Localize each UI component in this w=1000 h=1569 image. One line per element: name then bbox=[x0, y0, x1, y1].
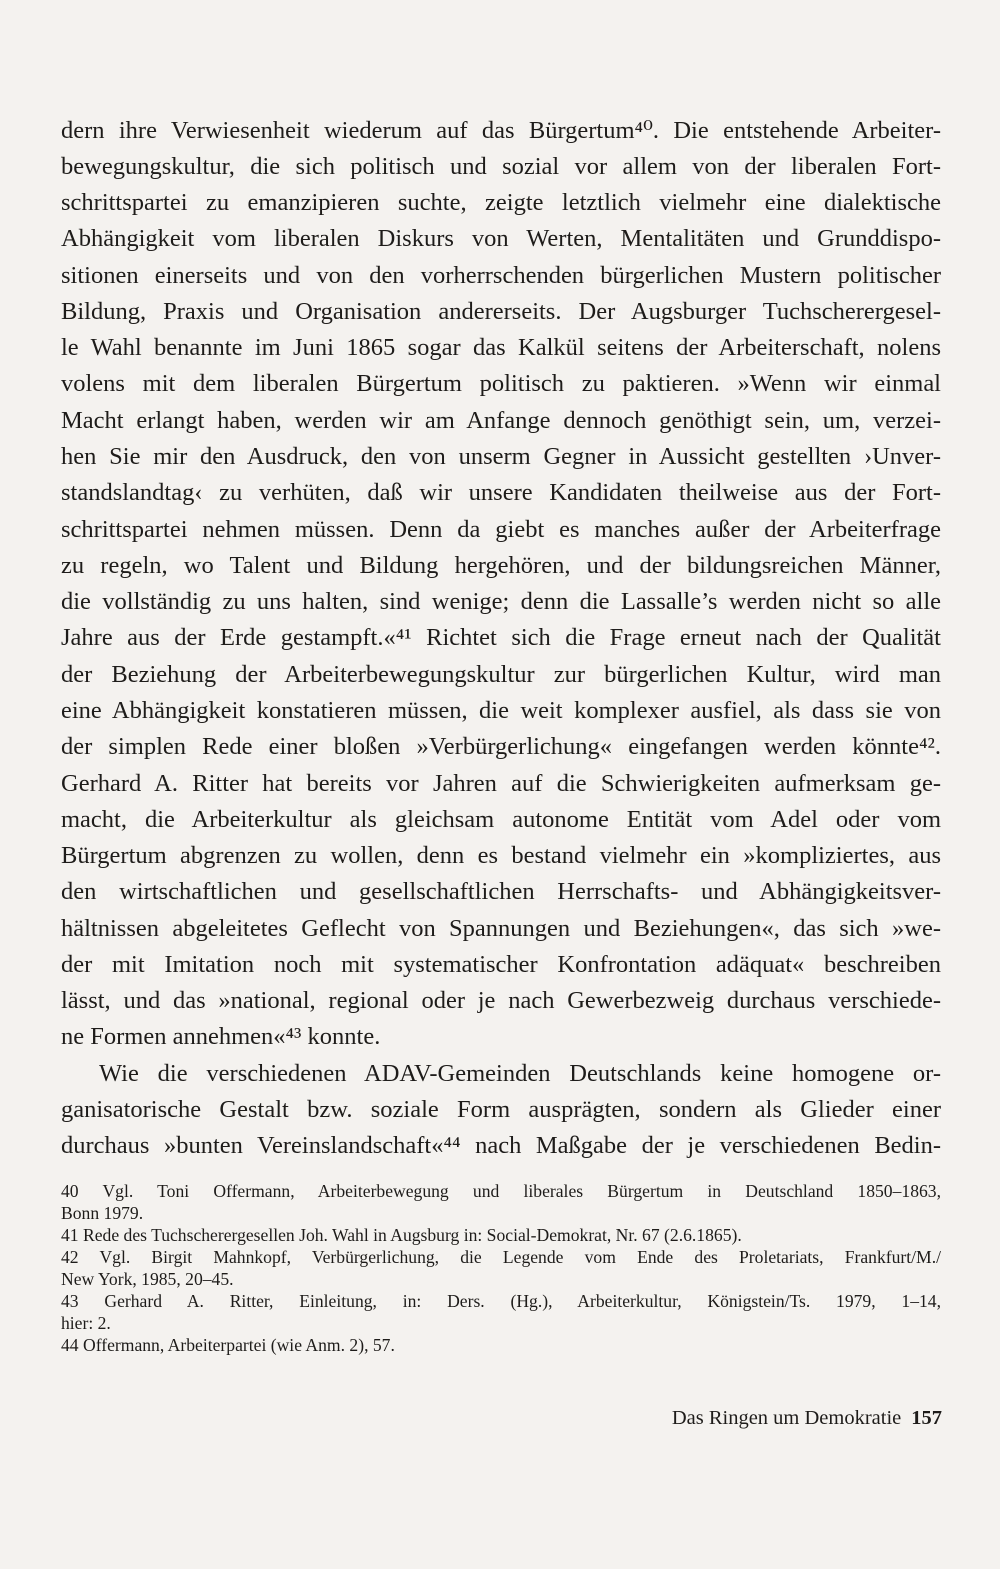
body-line: le Wahl benannte im Juni 1865 sogar das Kalkül seitens der Arbeiterschaft, nolens bbox=[61, 334, 941, 361]
body-line: eine Abhängigkeit konstatieren müssen, die weit komplexer ausfiel, als dass sie von bbox=[61, 697, 941, 724]
body-line: der simplen Rede einer bloßen »Verbürgerlichung« eingefangen werden könnte⁴². bbox=[61, 733, 941, 760]
body-line: durchaus »bunten Vereinslandschaft«⁴⁴ nach Maßgabe der je verschiedenen Bedin- bbox=[61, 1132, 941, 1159]
body-line: hen Sie mir den Ausdruck, den von unserm Gegner in Aussicht gestellten ›Unver- bbox=[61, 443, 941, 470]
body-line: Bildung, Praxis und Organisation andererseits. Der Augsburger Tuchscherergesel- bbox=[61, 298, 941, 325]
running-title: Das Ringen um Demokratie bbox=[671, 1407, 902, 1429]
body-line: den wirtschaftlichen und gesellschaftlichen Herrschafts- und Abhängigkeitsver- bbox=[61, 878, 941, 905]
footnote-41: 41 Rede des Tuchscherergesellen Joh. Wahl in Augsburg in: Social-Demokrat, Nr. 67 (2.6.1865). bbox=[61, 1225, 742, 1245]
paragraph-first-line: Wie die verschiedenen ADAV-Gemeinden Deutschlands keine homogene or- bbox=[99, 1060, 941, 1087]
footnote-40-cont: Bonn 1979. bbox=[61, 1203, 144, 1223]
body-line: hältnissen abgeleitetes Geflecht von Spannungen und Beziehungen«, das sich »we- bbox=[61, 915, 941, 942]
body-line: ne Formen annehmen«⁴³ konnte. bbox=[61, 1023, 381, 1050]
body-line: zu regeln, wo Talent und Bildung hergehören, und der bildungsreichen Männer, bbox=[61, 552, 941, 579]
body-line: lässt, und das »national, regional oder je nach Gewerbezweig durchaus verschiede- bbox=[61, 987, 941, 1014]
body-line: ganisatorische Gestalt bzw. soziale Form ausprägten, sondern als Glieder einer bbox=[61, 1096, 941, 1123]
footnote-42: 42 Vgl. Birgit Mahnkopf, Verbürgerlichung, die Legende vom Ende des Proletariats, Frankfurt/M./ bbox=[61, 1247, 941, 1267]
body-line: dern ihre Verwiesenheit wiederum auf das Bürgertum⁴⁰. Die entstehende Arbeiter- bbox=[61, 117, 941, 144]
body-line: Abhängigkeit vom liberalen Diskurs von Werten, Mentalitäten und Grunddispo- bbox=[61, 225, 941, 252]
body-line: Gerhard A. Ritter hat bereits vor Jahren auf die Schwierigkeiten aufmerksam ge- bbox=[61, 770, 941, 797]
body-line: schrittspartei nehmen müssen. Denn da giebt es manches außer der Arbeiterfrage bbox=[61, 516, 941, 543]
footnote-43: 43 Gerhard A. Ritter, Einleitung, in: Ders. (Hg.), Arbeiterkultur, Königstein/Ts. 1979, 1–14, bbox=[61, 1291, 941, 1311]
body-line: standslandtag‹ zu verhüten, daß wir unsere Kandidaten theilweise aus der Fort- bbox=[61, 479, 941, 506]
page-number: 157 bbox=[911, 1407, 942, 1429]
body-line: bewegungskultur, die sich politisch und sozial vor allem von der liberalen Fort- bbox=[61, 153, 941, 180]
footnote-43-cont: hier: 2. bbox=[61, 1313, 111, 1333]
body-line: die vollständig zu uns halten, sind wenige; denn die Lassalle’s werden nicht so alle bbox=[61, 588, 941, 615]
body-line: sitionen einerseits und von den vorherrschenden bürgerlichen Mustern politischer bbox=[61, 262, 941, 289]
body-line: Jahre aus der Erde gestampft.«⁴¹ Richtet sich die Frage erneut nach der Qualität bbox=[61, 624, 941, 651]
footnote-40: 40 Vgl. Toni Offermann, Arbeiterbewegung und liberales Bürgertum in Deutschland 1850–1863, bbox=[61, 1181, 941, 1201]
running-footer bbox=[672, 1404, 942, 1432]
body-line: schrittspartei zu emanzipieren suchte, zeigte letztlich vielmehr eine dialektische bbox=[61, 189, 941, 216]
body-line: Bürgertum abgrenzen zu wollen, denn es bestand vielmehr ein »kompliziertes, aus bbox=[61, 842, 941, 869]
body-line: der mit Imitation noch mit systematischer Konfrontation adäquat« beschreiben bbox=[61, 951, 941, 978]
footnote-42-cont: New York, 1985, 20–45. bbox=[61, 1269, 234, 1289]
body-line: Macht erlangt haben, werden wir am Anfange dennoch genöthigt sein, um, verzei- bbox=[61, 407, 941, 434]
body-line: volens mit dem liberalen Bürgertum politisch zu paktieren. »Wenn wir einmal bbox=[61, 370, 941, 397]
body-line: der Beziehung der Arbeiterbewegungskultur zur bürgerlichen Kultur, wird man bbox=[61, 661, 941, 688]
footnote-44: 44 Offermann, Arbeiterpartei (wie Anm. 2), 57. bbox=[61, 1335, 395, 1355]
body-line: macht, die Arbeiterkultur als gleichsam autonome Entität vom Adel oder vom bbox=[61, 806, 941, 833]
